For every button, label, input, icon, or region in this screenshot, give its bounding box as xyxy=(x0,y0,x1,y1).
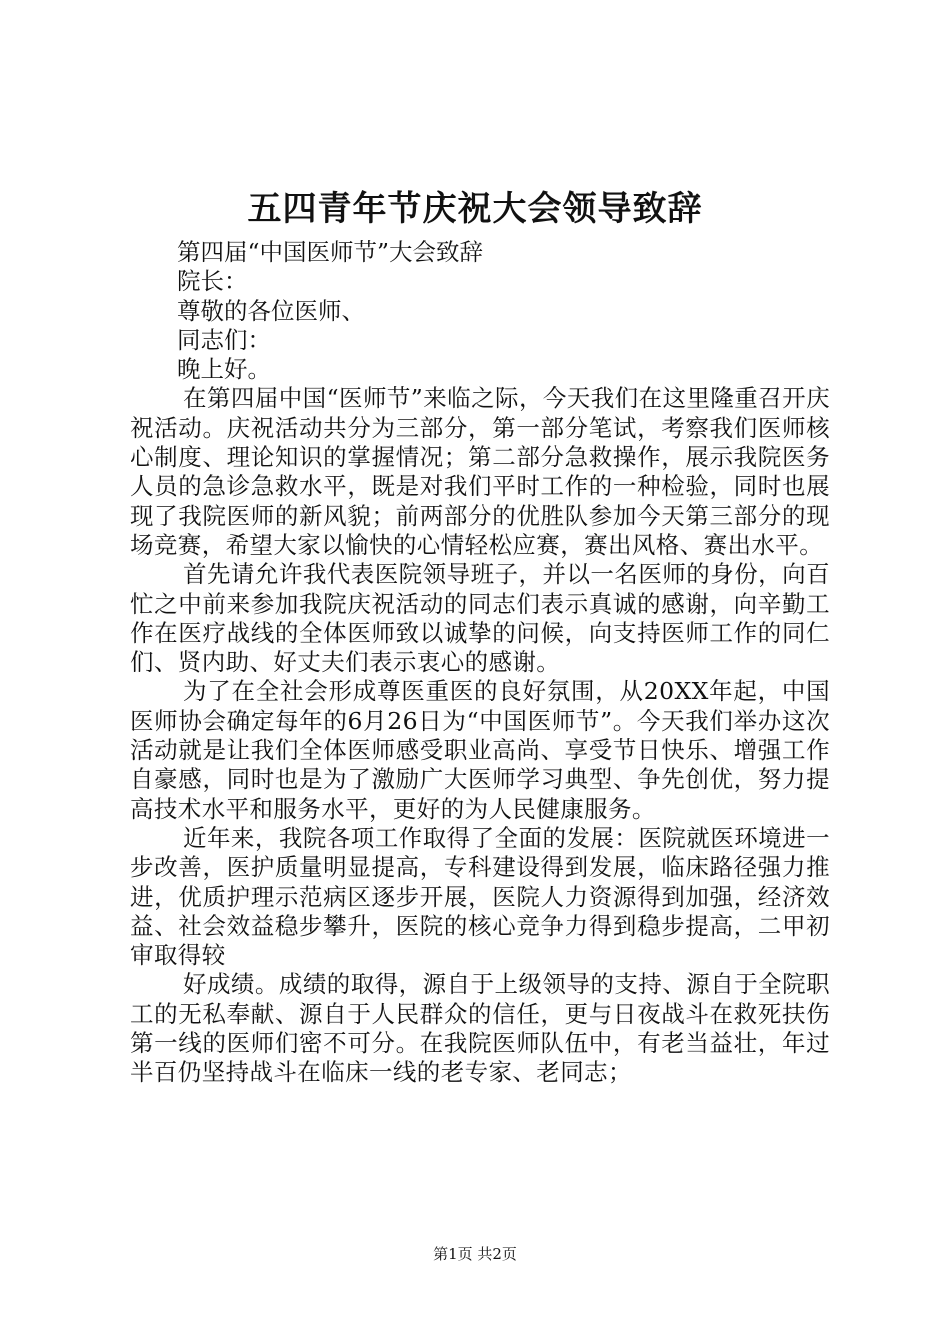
document-body xyxy=(130,238,830,1088)
salutation-line: 同志们： xyxy=(177,325,271,354)
page-number: 第1页 共2页 xyxy=(433,1245,517,1263)
greeting-line: 晚上好。 xyxy=(177,355,271,384)
body-paragraph: 好成绩。成绩的取得，源自于上级领导的支持、源自于全院职工的无私奉献、源自于人民群众的信任，更与日夜战斗在救死扶伤第一线的医师们密不可分。在我院医师队伍中，有老当益壮，年过半百仍坚持战斗在临床一线的老专家、老同志； xyxy=(130,970,830,1087)
body-paragraph: 在第四届中国“医师节”来临之际，今天我们在这里隆重召开庆祝活动。庆祝活动共分为三部分，第一部分笔试，考察我们医师核心制度、理论知识的掌握情况；第二部分急救操作，展示我院医务人员的急诊急救水平，既是对我们平时工作的一种检验，同时也展现了我院医师的新风貌；前两部分的优胜队参加今天第三部分的现场竞赛，希望大家以愉快的心情轻松应赛，赛出风格、赛出水平。 xyxy=(130,384,830,559)
body-paragraph: 首先请允许我代表医院领导班子，并以一名医师的身份，向百忙之中前来参加我院庆祝活动的同志们表示真诚的感谢，向辛勤工作在医疗战线的全体医师致以诚挚的问候，向支持医师工作的同仁们、贤内助、好丈夫们表示衷心的感谢。 xyxy=(130,560,830,677)
body-paragraph: 为了在全社会形成尊医重医的良好氛围，从20XX年起，中国医师协会确定每年的6月26日为“中国医师节”。今天我们举办这次活动就是让我们全体医师感受职业高尚、享受节日快乐、增强工作自豪感，同时也是为了激励广大医师学习典型、争先创优，努力提高技术水平和服务水平，更好的为人民健康服务。 xyxy=(130,677,830,823)
speech-heading: 第四届“中国医师节”大会致辞 xyxy=(177,238,484,266)
speaker-line: 院长： xyxy=(177,267,248,296)
body-paragraph: 近年来，我院各项工作取得了全面的发展：医院就医环境进一步改善，医护质量明显提高，专科建设得到发展，临床路径强力推进，优质护理示范病区逐步开展，医院人力资源得到加强，经济效益、社会效益稳步攀升，医院的核心竞争力得到稳步提高，二甲初审取得较 xyxy=(130,823,830,970)
salutation-line: 尊敬的各位医师、 xyxy=(177,296,365,325)
page-title: 五四青年节庆祝大会领导致辞 xyxy=(247,189,703,229)
